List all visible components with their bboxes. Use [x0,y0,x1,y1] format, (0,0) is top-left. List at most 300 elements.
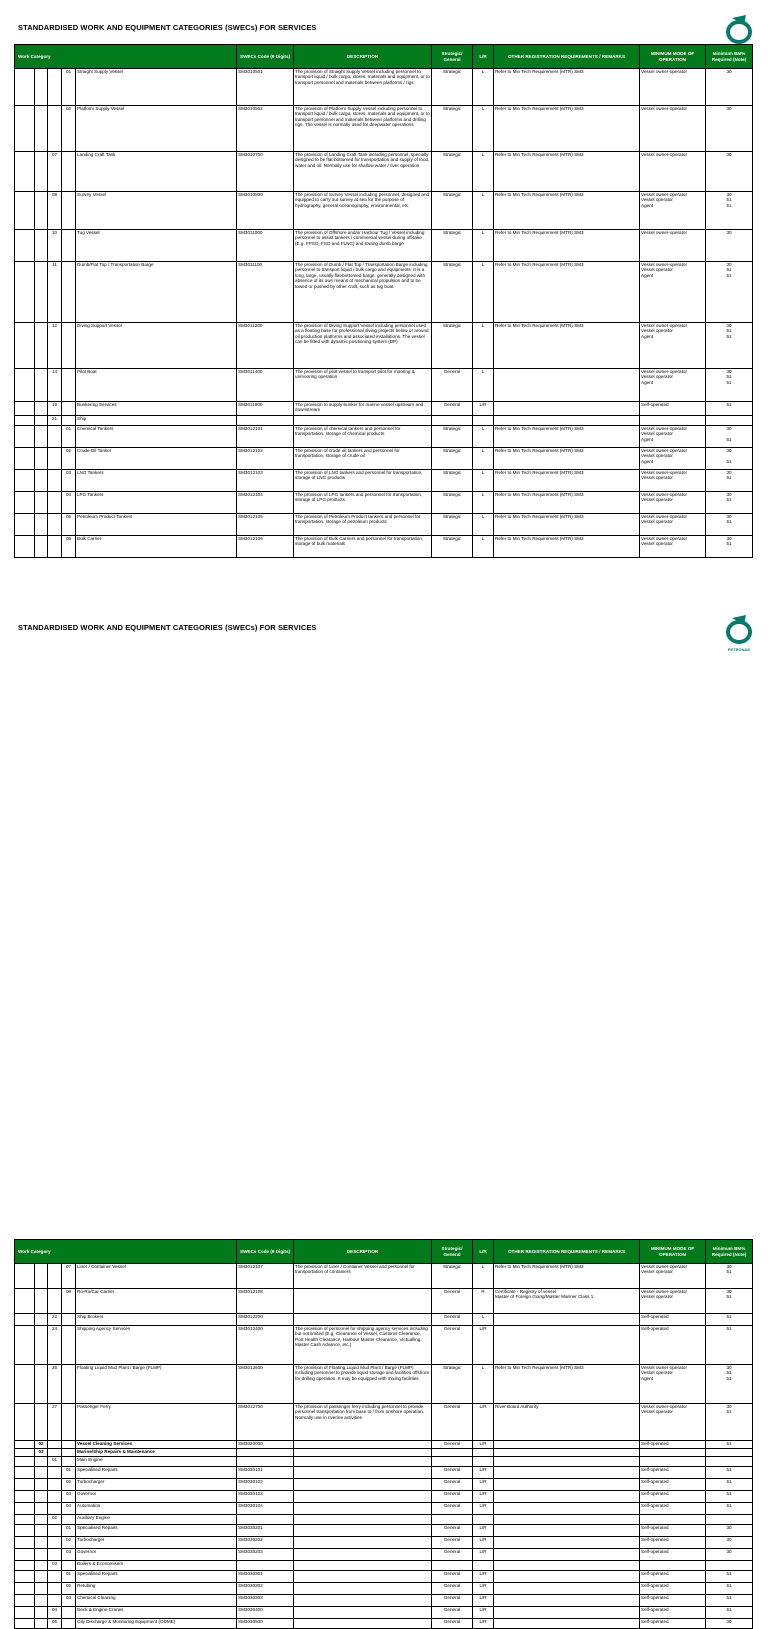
cell-level-2 [35,1326,48,1365]
cell-level-3 [48,1479,62,1491]
document-title: STANDARDISED WORK AND EQUIPMENT CATEGORIES (SWECs) FOR SERVICES [18,623,317,632]
cell-level-1 [15,1549,35,1561]
table-row [15,1314,753,1326]
cell-level-1 [15,1503,35,1515]
cell-level-3: 21 [48,416,62,426]
cell-level-1 [15,1607,35,1619]
cell-minimum-bm: 51 [706,1314,753,1326]
cell-lr: L [473,1314,494,1326]
cell-minimum-bm: 30 51 [706,1404,753,1441]
cell-minimum-mode: Vessel owner-operator Vessel operator Agent [640,192,706,230]
cell-level-1 [15,514,35,536]
cell-level-3 [48,1264,62,1289]
cell-description [294,1449,432,1457]
cell-minimum-mode: Vessel owner-operator [640,152,706,192]
cell-level-4 [62,1515,76,1525]
cell-strategic-general: General [432,1289,473,1314]
header-swecs-code: SWECs Code (9 Digits) [237,45,294,69]
cell-level-2 [35,1467,48,1479]
cell-level-3: 14 [48,369,62,402]
cell-minimum-bm: 30 [706,1537,753,1549]
cell-strategic-general: Strategic [432,514,473,536]
cell-lr: L [473,152,494,192]
cell-level-4: 01 [62,69,76,106]
table-row [15,1289,753,1314]
cell-level-1 [15,192,35,230]
cell-level-3: 11 [48,262,62,323]
cell-work-category-name: Specialised Repairs [76,1525,237,1537]
header-strategic-general: Strategic/ General [432,1240,473,1264]
cell-description [294,1619,432,1629]
cell-level-4 [62,1404,76,1441]
cell-strategic-general: General [432,1595,473,1607]
cell-lr: L/R [473,1583,494,1595]
cell-level-4 [62,323,76,369]
header-minimum-mode: MINIMUM MODE OF OPERATION [640,45,706,69]
cell-strategic-general [432,1561,473,1571]
table-row [15,1537,753,1549]
cell-minimum-mode: Self-operated [640,402,706,416]
cell-level-4: 06 [62,536,76,558]
cell-lr [473,416,494,426]
cell-level-3 [48,1441,62,1449]
cell-work-category-name: Diving Support Vessel [76,323,237,369]
cell-strategic-general: General [432,1571,473,1583]
cell-lr: L/R [473,1326,494,1365]
cell-level-2 [35,323,48,369]
cell-other-registration: Refer to Min Tech Requirement (MTR) SM3 [494,69,640,106]
cell-minimum-mode: Vessel owner-operator [640,69,706,106]
table-row [15,514,753,536]
cell-level-2 [35,106,48,152]
cell-level-2 [35,1595,48,1607]
cell-level-2 [35,69,48,106]
end-cell [473,558,494,563]
cell-minimum-bm: 30 51 51 [706,192,753,230]
header-work-category: Work Category [15,45,237,69]
cell-level-3 [48,492,62,514]
cell-level-4 [62,262,76,323]
cell-work-category-name: Crude Oil Tanker [76,448,237,470]
cell-swecs-code: SM3012700 [237,1404,294,1441]
cell-work-category-name: Turbocharger [76,1537,237,1549]
cell-description: The provision of Petroleum Product tankers and personnel for transportation, storage of petroleum products [294,514,432,536]
cell-work-category-name: Governor [76,1549,237,1561]
cell-lr: L/R [473,1404,494,1441]
cell-level-2 [35,369,48,402]
cell-swecs-code [237,416,294,426]
cell-work-category-name: LPG Tankers [76,492,237,514]
cell-minimum-mode: Self-operated [640,1619,706,1629]
table-row [15,1571,753,1583]
cell-work-category-name: Retubing [76,1583,237,1595]
cell-work-category-name: Petroleum Product Tankers [76,514,237,536]
cell-lr: L [473,106,494,152]
cell-work-category-name: Automation [76,1503,237,1515]
cell-swecs-code: SM3011200 [237,323,294,369]
petronas-logo [721,12,757,48]
table-row [15,402,753,416]
cell-strategic-general: Strategic [432,106,473,152]
table-row [15,152,753,192]
cell-level-2 [35,192,48,230]
cell-minimum-mode: Vessel owner-operator Vessel operator [640,1404,706,1441]
cell-other-registration: Refer to Min Tech Requirement (MTR) SM3 [494,323,640,369]
cell-level-1 [15,1326,35,1365]
cell-work-category-name: Boilers & Economisers [76,1561,237,1571]
cell-level-2 [35,1314,48,1326]
cell-level-4 [62,1441,76,1449]
cell-description: The provision of Liner / Container Vessel and personnel for transportation of containers [294,1264,432,1289]
document-title: STANDARDISED WORK AND EQUIPMENT CATEGORIES (SWECs) FOR SERVICES [18,23,317,32]
cell-level-2 [35,1619,48,1629]
table-row [15,1619,753,1629]
cell-description [294,1479,432,1491]
cell-level-1 [15,470,35,492]
cell-level-2 [35,1607,48,1619]
cell-lr: L/R [473,1537,494,1549]
cell-level-2 [35,448,48,470]
cell-description [294,1561,432,1571]
cell-level-2 [35,536,48,558]
cell-minimum-mode: Vessel owner-operator Vessel operator Agent [640,448,706,470]
cell-minimum-bm: 30 [706,1525,753,1537]
table-row [15,1404,753,1441]
table-row [15,1467,753,1479]
cell-work-category-name: Landing Craft Tank [76,152,237,192]
cell-work-category-name: Pilot Boat [76,369,237,402]
table-row [15,323,753,369]
cell-level-4: 02 [62,1479,76,1491]
cell-lr: L/R [473,1607,494,1619]
cell-other-registration [494,1571,640,1583]
cell-work-category-name: Chemical Cleaning [76,1595,237,1607]
cell-other-registration [494,1449,640,1457]
cell-minimum-mode: Vessel owner-operator Vessel operator Agent [640,1365,706,1404]
cell-level-4 [62,402,76,416]
cell-description [294,1595,432,1607]
cell-swecs-code: SM3011100 [237,262,294,323]
cell-strategic-general [432,1515,473,1525]
cell-level-1 [15,1404,35,1441]
cell-strategic-general: Strategic [432,448,473,470]
cell-swecs-code: SM3012106 [237,536,294,558]
cell-minimum-bm: 30 51 [706,448,753,470]
cell-work-category-name: Tug Vessel [76,230,237,262]
cell-swecs-code: SM3010700 [237,152,294,192]
cell-description [294,1571,432,1583]
cell-work-category-name: Deck & Engine Cranes [76,1607,237,1619]
cell-minimum-bm [706,1515,753,1525]
cell-strategic-general [432,416,473,426]
cell-swecs-code: SM3012104 [237,492,294,514]
cell-other-registration: Refer to Min Tech Requirement (MTR) SM3 [494,230,640,262]
cell-description [294,1314,432,1326]
cell-description: The provision of LNG tankers and personnel for transportation, storage of LNG products [294,470,432,492]
cell-level-4: 02 [62,1583,76,1595]
cell-work-category-name: Shipping Agency Services [76,1326,237,1365]
cell-level-3 [48,426,62,448]
cell-level-3: 22 [48,1314,62,1326]
cell-minimum-mode: Vessel owner-operator Vessel operator [640,1289,706,1314]
table-header-row [15,45,753,69]
cell-lr: L/R [473,1549,494,1561]
cell-work-category-name: Oily Discharge & Monitoring Equipment (ODME) [76,1619,237,1629]
logo-text: PETRONAS [727,647,751,652]
cell-level-1 [15,1619,35,1629]
cell-minimum-bm: 30 51 [706,426,753,448]
cell-lr: L/R [473,1467,494,1479]
cell-swecs-code: SM3030101 [237,1467,294,1479]
cell-lr: L/R [473,1479,494,1491]
table-row [15,426,753,448]
cell-lr: L [473,448,494,470]
cell-strategic-general [432,1457,473,1467]
cell-level-1 [15,1571,35,1583]
cell-swecs-code: SM3030103 [237,1491,294,1503]
end-cell [237,558,294,563]
cell-strategic-general: Strategic [432,536,473,558]
cell-strategic-general: Strategic [432,262,473,323]
cell-minimum-bm: 30 51 [706,492,753,514]
header-minimum-mode: MINIMUM MODE OF OPERATION [640,1240,706,1264]
cell-lr [473,1561,494,1571]
cell-description: The provision of Straight Supply Vessel including personnel to transport liquid / bulk cargo, stores, materials and equipment, or to transport personnel and materials between platforms / rigs [294,69,432,106]
cell-swecs-code: SM3012108 [237,1289,294,1314]
end-cell [494,558,640,563]
cell-work-category-name: Liner / Container Vessel [76,1264,237,1289]
cell-minimum-bm: 30 51 51 [706,262,753,323]
cell-minimum-mode: Self-operated [640,1607,706,1619]
end-cell [35,558,48,563]
cell-level-2 [35,1515,48,1525]
cell-minimum-mode: Self-operated [640,1549,706,1561]
cell-other-registration: Certificate - Registry of vessel Master of Foreign Going/Master Mariner Class 1 [494,1289,640,1314]
table-row [15,416,753,426]
cell-minimum-bm: 51 [706,1479,753,1491]
cell-level-2 [35,1583,48,1595]
table-row [15,1449,753,1457]
cell-strategic-general: Strategic [432,192,473,230]
table-row [15,230,753,262]
cell-minimum-bm: 30 [706,106,753,152]
cell-level-2 [35,1503,48,1515]
cell-level-2 [35,416,48,426]
cell-other-registration [494,1326,640,1365]
table-row [15,192,753,230]
cell-strategic-general: General [432,1491,473,1503]
cell-work-category-name: LNG Tankers [76,470,237,492]
cell-level-2 [35,1404,48,1441]
petronas-logo [721,612,757,652]
cell-level-4: 03 [62,1491,76,1503]
cell-description [294,1467,432,1479]
cell-minimum-bm: 30 51 [706,470,753,492]
cell-other-registration: Refer to Min Tech Requirement (MTR) SM3 [494,1264,640,1289]
cell-swecs-code: SM3012101 [237,426,294,448]
cell-minimum-mode: Vessel owner-operator Vessel operator [640,1264,706,1289]
cell-description: The provision of chemical tankers and personnel for transportation, storage of chemical products [294,426,432,448]
cell-work-category-name: Ship [76,416,237,426]
cell-level-2 [35,1549,48,1561]
cell-level-3: 03 [48,1561,62,1571]
cell-level-2: 02 [35,1441,48,1449]
cell-lr: L [473,514,494,536]
header-work-category: Work Category [15,1240,237,1264]
cell-other-registration: Refer to Min Tech Requirement (MTR) SM3 [494,152,640,192]
cell-strategic-general: General [432,1479,473,1491]
cell-lr [473,1457,494,1467]
cell-level-4: 04 [62,1503,76,1515]
cell-description: The provision of crude oil tankers and personnel for transportation, storage of crude oil [294,448,432,470]
cell-level-3: 26 [48,1365,62,1404]
cell-other-registration: River Board Authority [494,1404,640,1441]
cell-work-category-name: Platform Supply Vessel [76,106,237,152]
cell-level-3 [48,514,62,536]
cell-minimum-mode: Vessel owner-operator Vessel operator Agent [640,323,706,369]
cell-work-category-name: Specialised Repairs [76,1571,237,1583]
cell-minimum-bm: 30 51 [706,1289,753,1314]
cell-swecs-code: SM3030303 [237,1595,294,1607]
cell-description: The provision of Survey Vessel including personnel, designed and equipped to carry out survey at sea for the purpose of hydrography, general oceanography, environmental, etc. [294,192,432,230]
cell-description: The provision of personnel for shipping agency services including but not limited (E.g. Clearance of Vessel, Customs Clearance, Port Health Clearance, Harbour Master Clearance, Victualling, Master Cash Advance, etc.) [294,1326,432,1365]
cell-level-3: 24 [48,1326,62,1365]
cell-lr: L/R [473,1619,494,1629]
cell-lr: L [473,492,494,514]
cell-level-1 [15,323,35,369]
cell-swecs-code: SM3030202 [237,1537,294,1549]
cell-level-1 [15,1479,35,1491]
cell-lr [473,1449,494,1457]
cell-minimum-mode [640,1515,706,1525]
cell-description [294,1537,432,1549]
cell-strategic-general: General [432,369,473,402]
cell-other-registration: Refer to Min Tech Requirement (MTR) SM3 [494,536,640,558]
end-cell [640,558,706,563]
cell-minimum-mode [640,1449,706,1457]
cell-description [294,1503,432,1515]
cell-minimum-mode: Vessel owner-operator Vessel operator [640,470,706,492]
cell-level-1 [15,1467,35,1479]
cell-level-2 [35,402,48,416]
cell-other-registration [494,1503,640,1515]
cell-minimum-mode: Self-operated [640,1467,706,1479]
table-row [15,1457,753,1467]
cell-lr: L/R [473,1595,494,1607]
cell-description [294,1441,432,1449]
cell-work-category-name: Bunkering Services [76,402,237,416]
cell-level-2 [35,470,48,492]
cell-level-1 [15,262,35,323]
cell-minimum-bm: 30 [706,69,753,106]
cell-strategic-general: General [432,1525,473,1537]
cell-level-4: 01 [62,1525,76,1537]
cell-swecs-code: SM3030500 [237,1619,294,1629]
cell-strategic-general: Strategic [432,1264,473,1289]
cell-strategic-general: Strategic [432,152,473,192]
cell-level-2 [35,426,48,448]
cell-minimum-mode: Vessel owner-operator [640,106,706,152]
header-other-registration: OTHER REGISTRATION REQUIREMENTS / REMARKS [494,45,640,69]
cell-level-3: 19 [48,402,62,416]
cell-level-4: 05 [62,514,76,536]
cell-swecs-code: SM3012200 [237,1314,294,1326]
end-cell [15,558,35,563]
cell-other-registration [494,1561,640,1571]
cell-description: The provision of Landing Craft Tank including personnel, specially designed to be flat-bottomed for transportation and supply of food, water and oil. Normally use for shallow water / river operation [294,152,432,192]
cell-level-1 [15,402,35,416]
cell-lr: L/R [473,1503,494,1515]
cell-level-4: 01 [62,1467,76,1479]
cell-level-4 [62,1314,76,1326]
cell-minimum-bm: 51 [706,1583,753,1595]
cell-minimum-bm [706,1561,753,1571]
cell-description [294,1289,432,1314]
cell-level-3 [48,1503,62,1515]
cell-minimum-mode: Self-operated [640,1479,706,1491]
cell-minimum-bm: 30 51 51 [706,1365,753,1404]
cell-level-2 [35,1561,48,1571]
cell-level-2 [35,514,48,536]
cell-level-3 [48,106,62,152]
cell-minimum-mode: Vessel owner-operator Vessel operator Agent [640,369,706,402]
table-row [15,1365,753,1404]
cell-other-registration: Refer to Min Tech Requirement (MTR) SM3 [494,262,640,323]
cell-minimum-mode: Vessel owner-operator [640,230,706,262]
cell-level-4 [62,1457,76,1467]
cell-level-2 [35,262,48,323]
cell-level-1 [15,448,35,470]
cell-level-1 [15,1595,35,1607]
cell-other-registration: Refer to Min Tech Requirement (MTR) SM3 [494,448,640,470]
cell-minimum-mode: Self-operated [640,1314,706,1326]
cell-minimum-mode: Vessel owner-operator Vessel operator Agent [640,426,706,448]
cell-swecs-code: SM3012107 [237,1264,294,1289]
cell-other-registration [494,1314,640,1326]
cell-minimum-bm: 30 51 51 [706,369,753,402]
cell-level-4 [62,1326,76,1365]
cell-lr: L/R [473,1491,494,1503]
cell-level-3 [48,1537,62,1549]
cell-level-3 [48,1491,62,1503]
cell-minimum-bm: 51 [706,1503,753,1515]
cell-level-2 [35,1537,48,1549]
cell-lr: L [473,323,494,369]
cell-swecs-code: SM3010800 [237,192,294,230]
cell-level-3: 12 [48,323,62,369]
cell-work-category-name: Main Engine [76,1457,237,1467]
cell-swecs-code: SM3030104 [237,1503,294,1515]
cell-minimum-mode: Self-operated [640,1571,706,1583]
cell-minimum-mode: Vessel owner-operator Vessel operator [640,492,706,514]
cell-swecs-code: SM3030301 [237,1571,294,1583]
cell-other-registration [494,1619,640,1629]
cell-level-2 [35,492,48,514]
table-row [15,369,753,402]
cell-strategic-general: Strategic [432,426,473,448]
cell-strategic-general: Strategic [432,323,473,369]
cell-level-3: 04 [48,1607,62,1619]
cell-other-registration: Refer to Min Tech Requirement (MTR) SM3 [494,514,640,536]
cell-other-registration [494,1441,640,1449]
cell-lr: L [473,536,494,558]
cell-level-3 [48,1549,62,1561]
cell-other-registration [494,1525,640,1537]
cell-minimum-mode [640,1457,706,1467]
cell-level-2 [35,1289,48,1314]
cell-level-2 [35,1479,48,1491]
table-row [15,1479,753,1491]
